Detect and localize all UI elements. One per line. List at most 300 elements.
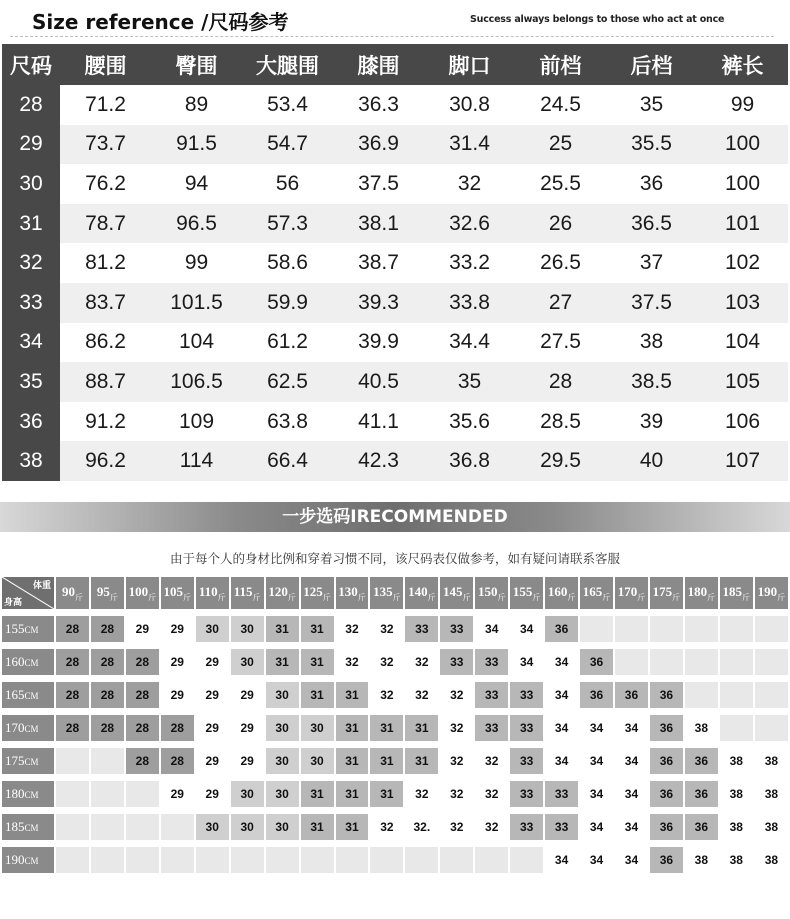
height-row [2,781,788,807]
empty-cell [126,814,159,840]
gap-cell [755,609,788,616]
row-gap [2,609,788,616]
size-cell: 33 [510,748,543,774]
weight-unit: 斤 [287,592,296,602]
height-row [2,847,788,873]
size-value: 104 [151,323,242,363]
gap-cell [580,675,613,682]
size-value: 28.5 [515,402,606,442]
gap-cell [266,675,299,682]
size-cell: 29 [196,781,229,807]
gap-cell [720,774,753,781]
gap-cell [720,609,753,616]
gap-cell [370,873,403,880]
weight-header [336,577,369,609]
size-label: 33 [2,283,60,323]
row-gap [2,708,788,715]
gap-cell [755,708,788,715]
height-row [2,715,788,741]
gap-cell [126,642,159,649]
gap-cell [720,642,753,649]
size-cell: 33 [545,781,578,807]
height-value: 185 [5,819,25,834]
height-value: 180 [5,786,25,801]
gap-cell [266,807,299,814]
weight-header [510,577,543,609]
size-value: 86.2 [60,323,151,363]
gap-cell [231,708,264,715]
size-value: 42.3 [333,441,424,481]
weight-header [545,577,578,609]
weight-header [720,577,753,609]
weight-header [440,577,473,609]
gap-cell [266,642,299,649]
size-value: 26 [515,204,606,244]
empty-cell [91,781,124,807]
gap-cell [196,609,229,616]
size-cell: 38 [755,748,788,774]
size-row [2,441,788,481]
gap-cell [720,807,753,814]
size-cell: 34 [510,649,543,675]
size-value: 27 [515,283,606,323]
gap-cell [336,609,369,616]
size-value: 37.5 [333,164,424,204]
gap-cell [161,708,194,715]
empty-cell [720,616,753,642]
gap-cell [685,807,718,814]
gap-cell [685,873,718,880]
empty-cell [91,748,124,774]
size-value: 36.8 [424,441,515,481]
gap-cell [161,642,194,649]
gap-cell [510,708,543,715]
gap-cell [301,675,334,682]
size-cell: 28 [91,616,124,642]
empty-cell [755,682,788,708]
gap-cell [650,873,683,880]
size-cell: 30 [231,649,264,675]
size-cell: 34 [580,715,613,741]
size-cell: 29 [161,649,194,675]
size-cell: 32 [440,781,473,807]
gap-cell [580,741,613,748]
weight-unit: 斤 [707,592,716,602]
size-cell: 30 [231,781,264,807]
gap-cell [475,642,508,649]
page-title: Size reference /尺码参考 [32,10,289,34]
size-cell: 38 [720,748,753,774]
size-cell: 31 [336,814,369,840]
empty-cell [56,814,89,840]
size-cell: 32 [440,748,473,774]
gap-cell [91,675,124,682]
weight-value: 115 [233,583,253,599]
size-cell: 28 [126,715,159,741]
weight-header [161,577,194,609]
gap-cell [370,675,403,682]
size-value: 39.9 [333,323,424,363]
weight-unit: 斤 [462,592,471,602]
gap-cell [126,708,159,715]
gap-cell [91,642,124,649]
size-cell: 34 [615,814,648,840]
empty-cell [615,649,648,675]
gap-cell [755,741,788,748]
gap-cell [91,840,124,847]
size-col-header: 臀围 [151,44,242,85]
size-cell: 31 [370,781,403,807]
size-cell: 38 [755,781,788,807]
gap-cell [231,741,264,748]
size-cell: 30 [266,748,299,774]
gap-cell [720,708,753,715]
gap-cell [545,807,578,814]
size-value: 78.7 [60,204,151,244]
size-cell: 32 [370,649,403,675]
size-value: 71.2 [60,85,151,125]
gap-cell [615,741,648,748]
gap-cell [580,774,613,781]
height-label [2,781,54,807]
height-unit: CM [24,658,39,668]
gap-cell [161,873,194,880]
gap-cell [301,741,334,748]
size-cell: 34 [580,748,613,774]
size-cell: 28 [56,715,89,741]
gap-cell [545,708,578,715]
gap-cell [266,609,299,616]
gap-cell [510,675,543,682]
gap-cell [2,675,54,682]
size-cell: 36 [545,616,578,642]
height-value: 170 [5,720,25,735]
slogan: Success always belongs to those who act at once [470,14,725,25]
height-label [2,616,54,642]
gap-cell [405,708,438,715]
gap-cell [650,774,683,781]
empty-cell [615,616,648,642]
height-row [2,682,788,708]
gap-cell [196,708,229,715]
gap-cell [336,840,369,847]
gap-cell [440,741,473,748]
height-label [2,649,54,675]
size-value: 36.5 [606,204,697,244]
gap-cell [545,609,578,616]
empty-cell [755,616,788,642]
gap-cell [615,675,648,682]
weight-value: 130 [338,583,358,599]
gap-cell [650,675,683,682]
row-gap [2,840,788,847]
gap-cell [545,873,578,880]
size-cell: 28 [91,682,124,708]
size-value: 36.3 [333,85,424,125]
weight-unit: 斤 [567,592,576,602]
weight-unit: 斤 [183,592,192,602]
size-cell: 33 [510,781,543,807]
gap-cell [231,807,264,814]
size-cell: 33 [545,814,578,840]
size-cell: 28 [126,682,159,708]
gap-cell [475,774,508,781]
size-row [2,323,788,363]
empty-cell [370,847,403,873]
empty-cell [266,847,299,873]
size-value: 88.7 [60,362,151,402]
size-value: 104 [697,323,788,363]
size-col-header: 后档 [606,44,697,85]
weight-value: 105 [163,583,184,599]
gap-cell [126,675,159,682]
gap-cell [196,741,229,748]
size-value: 33.8 [424,283,515,323]
size-cell: 32 [370,616,403,642]
gap-cell [370,708,403,715]
gap-cell [510,873,543,880]
size-value: 76.2 [60,164,151,204]
empty-cell [650,616,683,642]
weight-unit: 斤 [392,592,401,602]
size-cell: 34 [615,715,648,741]
size-value: 56 [242,164,333,204]
size-value: 62.5 [242,362,333,402]
size-cell: 31 [266,616,299,642]
size-value: 39.3 [333,283,424,323]
size-cell: 33 [440,649,473,675]
size-label: 29 [2,125,60,165]
gap-cell [56,708,89,715]
gap-cell [545,642,578,649]
size-cell: 33 [510,682,543,708]
weight-value: 100 [128,583,149,599]
size-cell: 33 [475,715,508,741]
weight-value: 145 [443,583,463,599]
size-col-header: 尺码 [2,44,60,85]
size-cell: 33 [440,616,473,642]
gap-cell [440,708,473,715]
recommend-grid [0,577,790,880]
weight-unit: 斤 [109,592,118,602]
size-cell: 31 [405,748,438,774]
gap-cell [301,774,334,781]
size-cell: 33 [475,649,508,675]
empty-cell [161,847,194,873]
gap-cell [615,807,648,814]
gap-cell [685,840,718,847]
size-cell: 36 [580,649,613,675]
size-cell: 34 [545,847,578,873]
row-gap [2,741,788,748]
empty-cell [755,649,788,675]
gap-cell [2,741,54,748]
height-unit: CM [24,625,39,635]
gap-cell [56,609,89,616]
weight-value: 120 [268,583,288,599]
size-cell: 28 [91,715,124,741]
gap-cell [545,675,578,682]
height-value: 160 [5,654,25,669]
gap-cell [510,774,543,781]
weight-header [231,577,264,609]
empty-cell [685,616,718,642]
empty-cell [196,847,229,873]
gap-cell [650,708,683,715]
weight-value: 180 [687,583,708,599]
empty-cell [91,847,124,873]
gap-cell [615,873,648,880]
size-value: 59.9 [242,283,333,323]
empty-cell [510,847,543,873]
size-value: 35 [424,362,515,402]
size-value: 105 [697,362,788,402]
gap-cell [475,840,508,847]
height-row [2,748,788,774]
gap-cell [2,774,54,781]
gap-cell [440,675,473,682]
gap-cell [301,708,334,715]
weight-unit: 斤 [427,592,436,602]
size-value: 57.3 [242,204,333,244]
size-value: 63.8 [242,402,333,442]
weight-header [615,577,648,609]
empty-cell [405,847,438,873]
height-value: 155 [5,621,25,636]
empty-cell [91,814,124,840]
size-cell: 28 [56,616,89,642]
size-value: 36.9 [333,125,424,165]
gap-cell [56,840,89,847]
size-cell: 28 [126,649,159,675]
size-cell: 38 [755,814,788,840]
empty-cell [755,715,788,741]
height-unit: CM [24,757,39,767]
size-value: 53.4 [242,85,333,125]
size-col-header: 裤长 [697,44,788,85]
weight-header [56,577,89,609]
size-cell: 32 [336,616,369,642]
gap-cell [720,873,753,880]
gap-cell [161,741,194,748]
gap-cell [336,642,369,649]
height-value: 190 [5,852,25,867]
size-value: 35.6 [424,402,515,442]
size-cell: 31 [336,781,369,807]
empty-cell [56,748,89,774]
corner-height-label: 身高 [4,597,23,607]
gap-cell [755,873,788,880]
gap-cell [266,741,299,748]
height-label [2,847,54,873]
corner-cell [2,577,54,609]
gap-cell [685,675,718,682]
gap-cell [440,873,473,880]
size-cell: 34 [580,814,613,840]
gap-cell [475,807,508,814]
size-cell: 30 [196,814,229,840]
weight-value: 175 [652,583,673,599]
gap-cell [650,741,683,748]
weight-value: 165 [582,583,603,599]
size-row [2,362,788,402]
gap-cell [580,873,613,880]
gap-cell [685,741,718,748]
gap-cell [126,840,159,847]
corner-weight-label: 体重 [32,580,51,590]
size-value: 40 [606,441,697,481]
gap-cell [440,774,473,781]
empty-cell [56,781,89,807]
weight-value: 150 [477,583,498,599]
gap-cell [126,609,159,616]
gap-cell [2,708,54,715]
gap-cell [510,642,543,649]
gap-cell [755,807,788,814]
size-cell: 34 [615,847,648,873]
size-cell: 32. [405,814,438,840]
gap-cell [126,774,159,781]
size-value: 40.5 [333,362,424,402]
gap-cell [405,741,438,748]
size-label: 38 [2,441,60,481]
empty-cell [475,847,508,873]
size-table-header [2,44,788,85]
size-cell: 30 [266,682,299,708]
size-cell: 31 [336,748,369,774]
gap-cell [615,774,648,781]
size-value: 33.2 [424,243,515,283]
size-value: 81.2 [60,243,151,283]
gap-cell [266,840,299,847]
size-value: 28 [515,362,606,402]
size-value: 35 [606,85,697,125]
size-col-header: 大腿围 [242,44,333,85]
size-cell: 38 [720,847,753,873]
size-cell: 36 [580,682,613,708]
height-unit: CM [24,790,39,800]
weight-header [370,577,403,609]
size-cell: 30 [266,814,299,840]
empty-cell [650,649,683,675]
height-label [2,748,54,774]
weight-unit: 斤 [497,592,506,602]
size-cell: 29 [231,748,264,774]
gap-cell [91,873,124,880]
gap-cell [301,642,334,649]
size-value: 96.5 [151,204,242,244]
recommend-note: 由于每个人的身材比例和穿着习惯不同，该尺码表仅做参考，如有疑问请联系客服 [169,551,620,566]
size-value: 35.5 [606,125,697,165]
size-cell: 29 [231,682,264,708]
gap-cell [475,609,508,616]
size-cell: 28 [161,748,194,774]
size-cell: 28 [126,748,159,774]
size-table [2,44,788,481]
size-value: 101 [697,204,788,244]
gap-cell [475,675,508,682]
gap-cell [231,774,264,781]
gap-cell [615,642,648,649]
weight-header [685,577,718,609]
size-value: 32.6 [424,204,515,244]
gap-cell [336,774,369,781]
size-cell: 31 [336,715,369,741]
row-gap [2,675,788,682]
page-header [0,0,790,38]
gap-cell [475,873,508,880]
weight-unit: 斤 [148,592,157,602]
